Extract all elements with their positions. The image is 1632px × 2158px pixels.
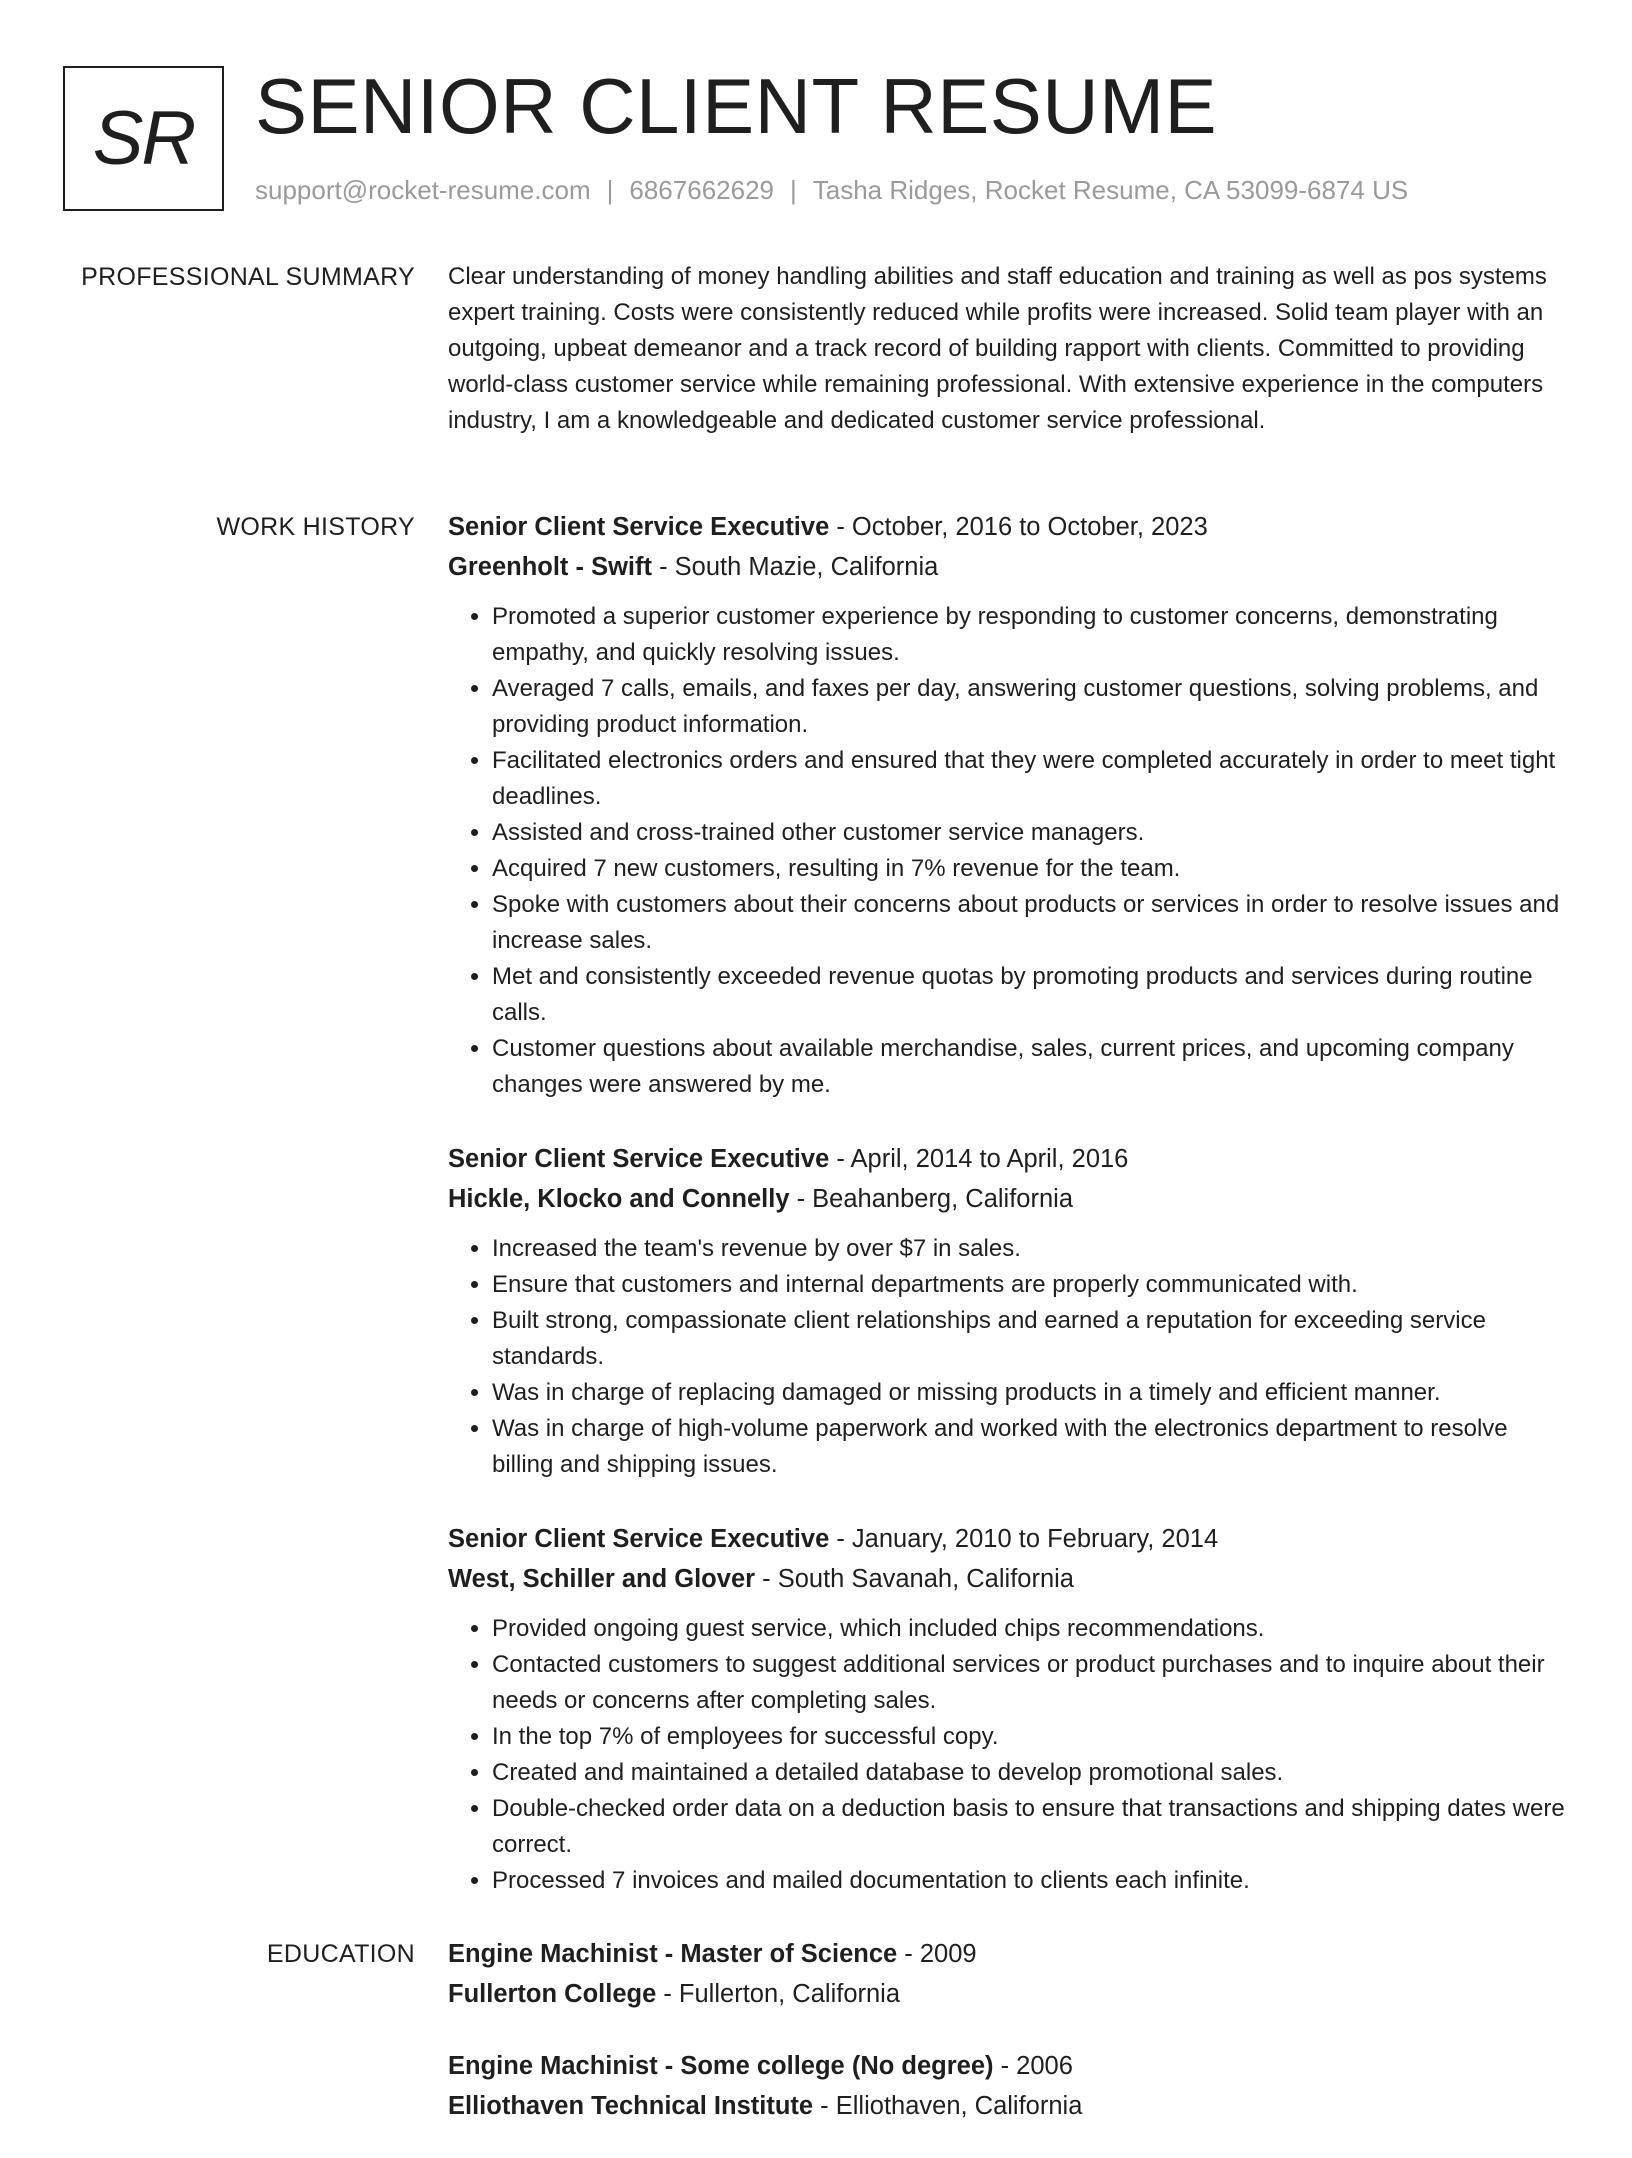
job-company-line [448, 1179, 1570, 1219]
job-title: Senior Client Service Executive [448, 1525, 830, 1553]
summary-text: Clear understanding of money handling abilities and staff education and training as well as pos systems expert training. Costs were consistently reduced while profits were increased. Solid team player with an outgoing, upbeat demeanor and a track record of building rapport with clients. Committed to providing world-class customer service while remaining professional. With extensive experience in the computers industry, I am a knowledgeable and dedicated customer service professional. [448, 263, 1547, 434]
job-bullet: • Facilitated electronics orders and ensured that they were completed accurately in order to meet tight deadlines. [492, 743, 1570, 815]
work-history-heading: WORK HISTORY [216, 513, 415, 541]
job-company-line [448, 547, 1570, 587]
job-bullet: • Built strong, compassionate client relationships and earned a reputation for exceeding service standards. [492, 1303, 1570, 1375]
job-title: Senior Client Service Executive [448, 513, 830, 541]
monogram-logo: SR [63, 66, 224, 211]
job-bullet: • Increased the team's revenue by over $7 in sales. [492, 1231, 1570, 1267]
education-degree-line [448, 2046, 1570, 2086]
job-title-line [448, 1139, 1570, 1179]
job-title-line [448, 507, 1570, 547]
contact-address: Tasha Ridges, Rocket Resume, CA 53099-6874 US [812, 175, 1409, 205]
job-bullet: • Ensure that customers and internal departments are properly communicated with. [492, 1267, 1570, 1303]
job-dates: - October, 2016 to October, 2023 [829, 513, 1208, 541]
contact-phone: 6867662629 [629, 175, 774, 205]
job-bullet: • In the top 7% of employees for successful copy. [492, 1719, 1570, 1755]
job-company: Greenholt - Swift [448, 553, 652, 581]
job-location: - South Mazie, California [652, 553, 939, 581]
education-degree-line [448, 1934, 1570, 1974]
education-location: - Elliothaven, California [813, 2092, 1083, 2120]
job-bullet: • Was in charge of high-volume paperwork and worked with the electronics department to resolve billing and shipping issues. [492, 1411, 1570, 1483]
job-bullet: • Spoke with customers about their concerns about products or services in order to resolve issues and increase sales. [492, 887, 1570, 959]
job-entry [448, 1139, 1570, 1483]
job-bullet: • Provided ongoing guest service, which included chips recommendations. [492, 1611, 1570, 1647]
job-entry [448, 1519, 1570, 1899]
education-entry [448, 2046, 1570, 2126]
job-bullet: • Met and consistently exceeded revenue quotas by promoting products and services during routine calls. [492, 959, 1570, 1031]
summary-heading: PROFESSIONAL SUMMARY [81, 263, 415, 291]
education-location: - Fullerton, California [656, 1980, 901, 2008]
education-year: - 2009 [897, 1940, 977, 1968]
job-bullet-list [448, 1611, 1570, 1899]
job-title: Senior Client Service Executive [448, 1145, 830, 1173]
job-company: West, Schiller and Glover [448, 1565, 756, 1593]
education-year: - 2006 [993, 2052, 1073, 2080]
job-bullet: • Processed 7 invoices and mailed documentation to clients each infinite. [492, 1863, 1570, 1899]
resume-header [63, 62, 1572, 211]
job-location: - Beahanberg, California [789, 1185, 1074, 1213]
education-entry [448, 1934, 1570, 2014]
job-dates: - January, 2010 to February, 2014 [829, 1525, 1219, 1553]
contact-separator: | [606, 175, 614, 205]
education-school: Fullerton College [448, 1980, 657, 2008]
contact-email: support@rocket-resume.com [255, 175, 591, 205]
job-bullet: • Contacted customers to suggest additional services or product purchases and to inquire about their needs or concerns after completing sales. [492, 1647, 1570, 1719]
education-degree: Engine Machinist - Some college (No degree) [448, 2052, 994, 2080]
job-dates: - April, 2014 to April, 2016 [829, 1145, 1129, 1173]
job-title-line [448, 1519, 1570, 1559]
education-degree: Engine Machinist - Master of Science [448, 1940, 898, 1968]
education-school-line [448, 1974, 1570, 2014]
education-school: Elliothaven Technical Institute [448, 2092, 814, 2120]
job-company: Hickle, Klocko and Connelly [448, 1185, 790, 1213]
work-history-body [448, 507, 1570, 1935]
contact-separator: | [790, 175, 797, 205]
contact-line [255, 173, 1408, 207]
job-bullet-list [448, 1231, 1570, 1483]
job-bullet: • Assisted and cross-trained other customer service managers. [492, 815, 1570, 851]
education-body [448, 1934, 1570, 2158]
job-bullet: • Created and maintained a detailed database to develop promotional sales. [492, 1755, 1570, 1791]
job-bullet-list [448, 599, 1570, 1103]
job-bullet: • Promoted a superior customer experience by responding to customer concerns, demonstrating empathy, and quickly resolving issues. [492, 599, 1570, 671]
education-school-line [448, 2086, 1570, 2126]
summary-body [448, 259, 1570, 439]
job-bullet: • Double-checked order data on a deduction basis to ensure that transactions and shipping dates were correct. [492, 1791, 1570, 1863]
job-bullet: • Was in charge of replacing damaged or missing products in a timely and efficient manner. [492, 1375, 1570, 1411]
job-company-line [448, 1559, 1570, 1599]
resume-title: SENIOR CLIENT RESUME [255, 62, 1218, 150]
job-bullet: • Averaged 7 calls, emails, and faxes per day, answering customer questions, solving problems, and providing product information. [492, 671, 1570, 743]
job-entry [448, 507, 1570, 1103]
job-location: - South Savanah, California [755, 1565, 1074, 1593]
job-bullet: • Acquired 7 new customers, resulting in 7% revenue for the team. [492, 851, 1570, 887]
job-bullet: • Customer questions about available merchandise, sales, current prices, and upcoming company changes were answered by me. [492, 1031, 1570, 1103]
education-heading: EDUCATION [266, 1940, 415, 1968]
